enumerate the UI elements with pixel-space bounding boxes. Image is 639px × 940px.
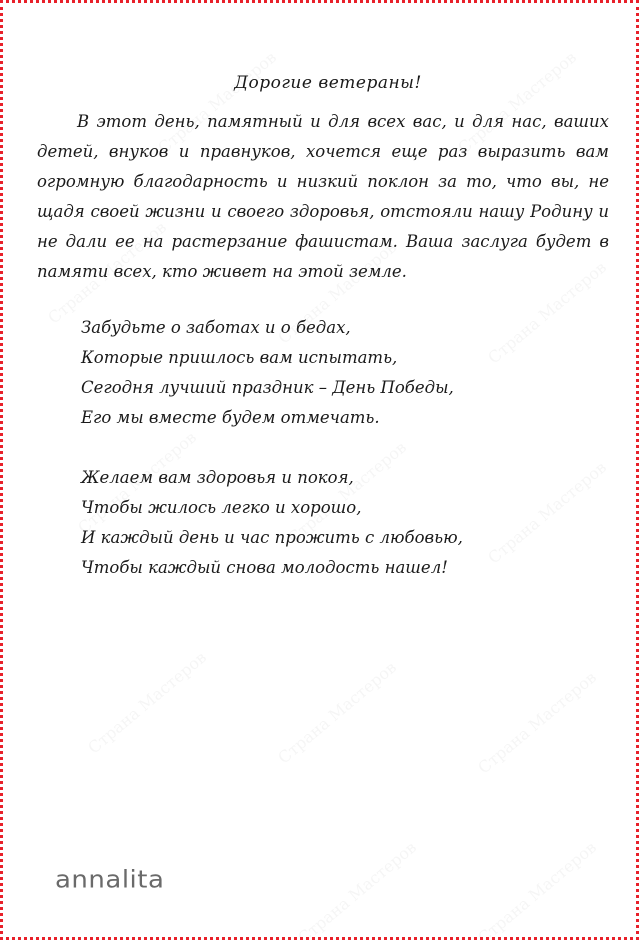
poem-line: Чтобы жилось легко и хорошо, [81,498,362,517]
poem-line: Забудьте о заботах и о бедах, [81,318,351,337]
letter-body [37,73,609,583]
watermark [294,838,420,940]
watermark [474,668,600,778]
letter-paragraph: В этот день, памятный и для всех вас, и для нас, ваших детей, внуков и правнуков, хочется еще раз выразить вам огромную благодарность и низкий поклон за то, что вы, не щадя своей жизни и своего здоровья, отстояли нашу Родину и не дали ее на растерзание фашистам. Ваша заслуга будет в памяти всех, кто живет на этой земле. [37,112,609,281]
poem-line: Чтобы каждый снова молодость нашел! [81,558,448,577]
poem-line: Его мы вместе будем отмечать. [81,408,380,427]
poem-line: И каждый день и час прожить с любовью, [81,528,463,547]
watermark [474,838,600,940]
poem-line: Сегодня лучший праздник – День Победы, [81,378,454,397]
watermark [84,648,210,758]
author-signature: annalita [55,866,165,894]
poem-stanza-2 [81,463,609,583]
poem-line: Которые пришлось вам испытать, [81,348,398,367]
watermark [274,658,400,768]
poem-line: Желаем вам здоровья и покоя, [81,468,354,487]
poem-stanza-1 [81,313,609,433]
letter-heading: Дорогие ветераны! [234,73,422,93]
